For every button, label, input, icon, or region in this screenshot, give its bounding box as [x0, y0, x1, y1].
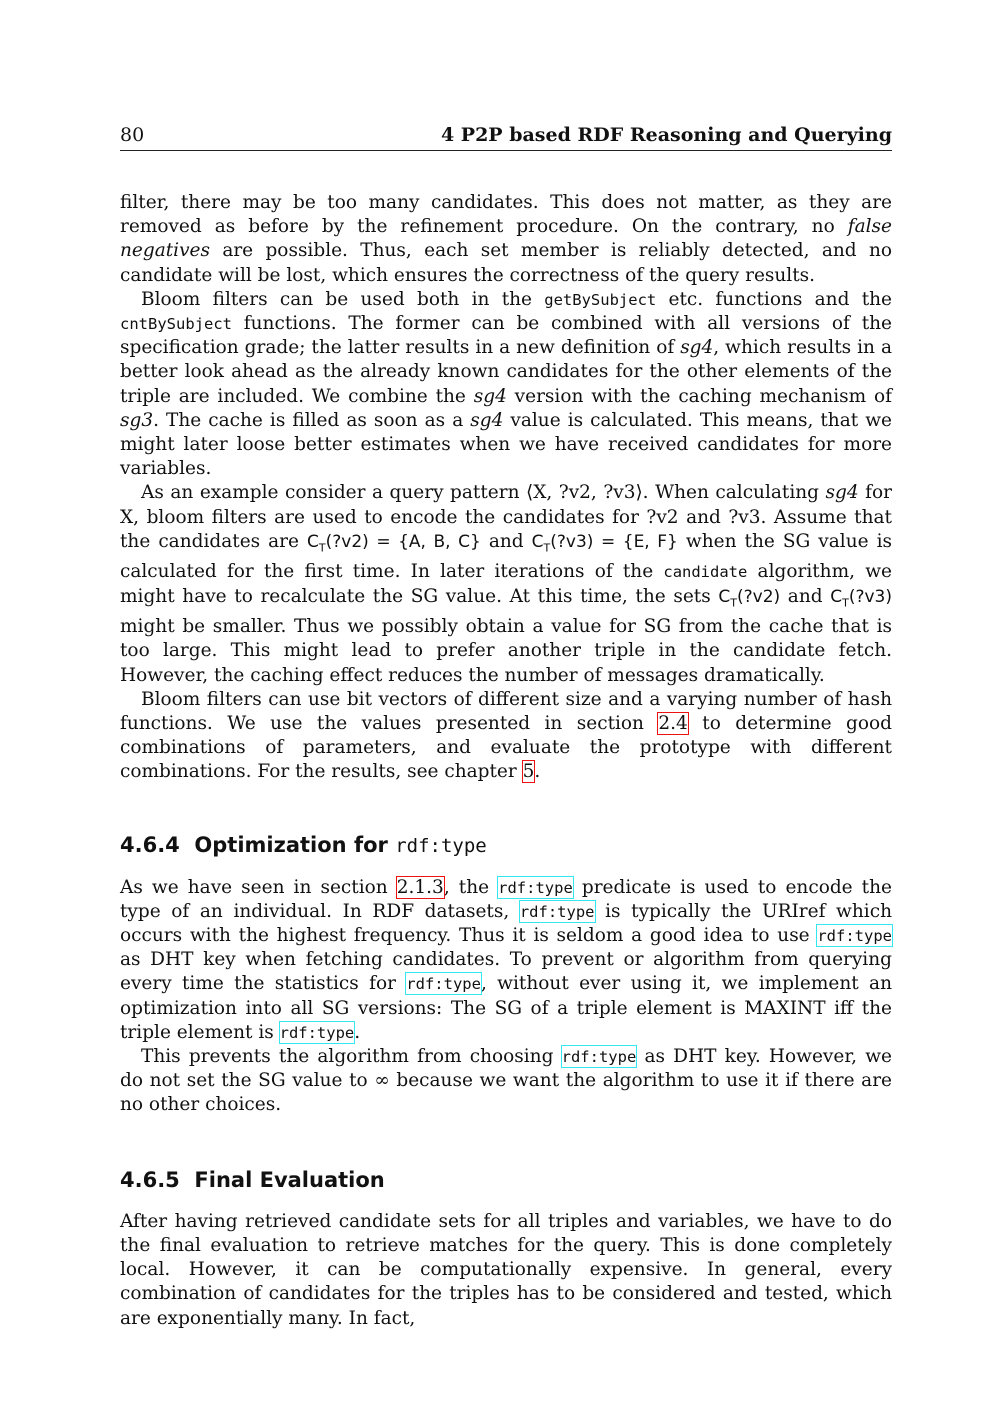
paragraph-7: After having retrieved candidate sets for all triples and variables, we have to do the final evaluation to retrieve matches for the query. This is done completely local. However, it can be computationally expensive. In general, every combination of candidates for the triples has to be considered and tested, which are exponentially many. In fact, — [120, 1210, 892, 1329]
math-ct-v2: $C_T(?v2)$ — [718, 586, 781, 610]
chapter-title: 4 P2P based RDF Reasoning and Querying — [440, 124, 892, 146]
rdf-type-link[interactable]: rdf:type — [519, 902, 595, 921]
paragraph-1: filter, there may be too many candidates. This does not matter, as they are removed as before by the refinement procedure. On the contrary, no false negatives are possible. Thus, each set member is reliably detected, and no candidate will be lost, which ensures the correctness of the query results. — [120, 192, 892, 286]
section-heading-4-6-4: 4.6.4 Optimization for rdf:type — [120, 832, 487, 857]
section-heading-4-6-5: 4.6.5 Final Evaluation — [120, 1167, 385, 1192]
rdf-type-link[interactable]: rdf:type — [279, 1023, 355, 1042]
math-ct-v2-set: $C_T(?v2) = \{A$, B, C} — [307, 531, 481, 555]
section-link-2-4[interactable]: 2.4 — [658, 713, 688, 735]
rdf-type-link[interactable]: rdf:type — [498, 878, 573, 897]
paragraph-4: Bloom filters can use bit vectors of different size and a varying number of hash functions. We use the values presented in section 2.4 to determine good combinations of parameters, and evaluate the prototype with different combinations. For the results, see chapter 5. — [120, 688, 892, 783]
code-getbysubject: getBySubject — [544, 290, 657, 309]
chapter-link-5[interactable]: 5 — [522, 761, 535, 783]
page — [120, 124, 892, 1331]
emphasis-false-negatives: false negatives — [120, 216, 892, 262]
running-header — [120, 124, 892, 151]
rdf-type-link[interactable]: rdf:type — [561, 1048, 637, 1067]
paragraph-5: As we have seen in section 2.1.3, the rdf:type predicate is used to encode the type of an individual. In RDF datasets, rdf:type is typically the URIref which occurs with the highest frequency. Thus it is seldom a good idea to use rdf:type as DHT key when fetching candidates. To prevent or algorithm from querying every time the statistics for rdf:type, without ever using it, we implement an optimization into all SG versions: The SG of a triple element is MAXINT iff the triple element is rdf:type. — [120, 876, 892, 1043]
code-cntbysubject: cntBySubject — [120, 315, 232, 334]
rdf-type-link[interactable]: rdf:type — [817, 927, 892, 946]
code-candidate: candidate — [663, 563, 748, 582]
math-ct-v3-set: $C_T(?v3) = \{E$, F} — [531, 531, 678, 555]
section-link-2-1-3[interactable]: 2.1.3 — [396, 876, 444, 898]
paragraph-2: Bloom filters can be used both in the getBySubject etc. functions and the cntBySubject functions. The former can be combined with all versions of the specification grade; the latter results in a new definition of sg4, which results in a better look ahead as the already known candidates for the other elements of the triple are included. We combine the sg4 version with the caching mechanism of sg3. The cache is filled as soon as a sg4 value is calculated. This means, that we might later loose better estimates when we have received candidates for more variables. — [120, 288, 892, 480]
paragraph-3: As an example consider a query pattern ⟨X, ?v2, ?v3⟩. When calculating sg4 for X, bloom filters are used to encode the candidates for ?v2 and ?v3. Assume that the candidates are $C_T(?v2) = \{A$, B, C} and $C_T(?v3) = \{E$, F} when the SG value is calculated for the first time. In later iterations of the candidate algorithm, we might have to recalculate the SG value. At this time, the sets $C_T(?v2)$ and $C_T(?v3)$ might be smaller. Thus we possibly obtain a value for SG from the cache that is too large. This might lead to prefer another triple in the candidate fetch. However, the caching effect reduces the number of messages dramatically. — [120, 482, 893, 686]
paragraph-6: This prevents the algorithm from choosing rdf:type as DHT key. However, we do not set the SG value to ∞ because we want the algorithm to use it if there are no other choices. — [120, 1046, 892, 1116]
rdf-type-link[interactable]: rdf:type — [406, 975, 481, 994]
math-ct-v3: $C_T(?v3)$ — [830, 586, 892, 610]
page-number: 80 — [120, 124, 145, 146]
